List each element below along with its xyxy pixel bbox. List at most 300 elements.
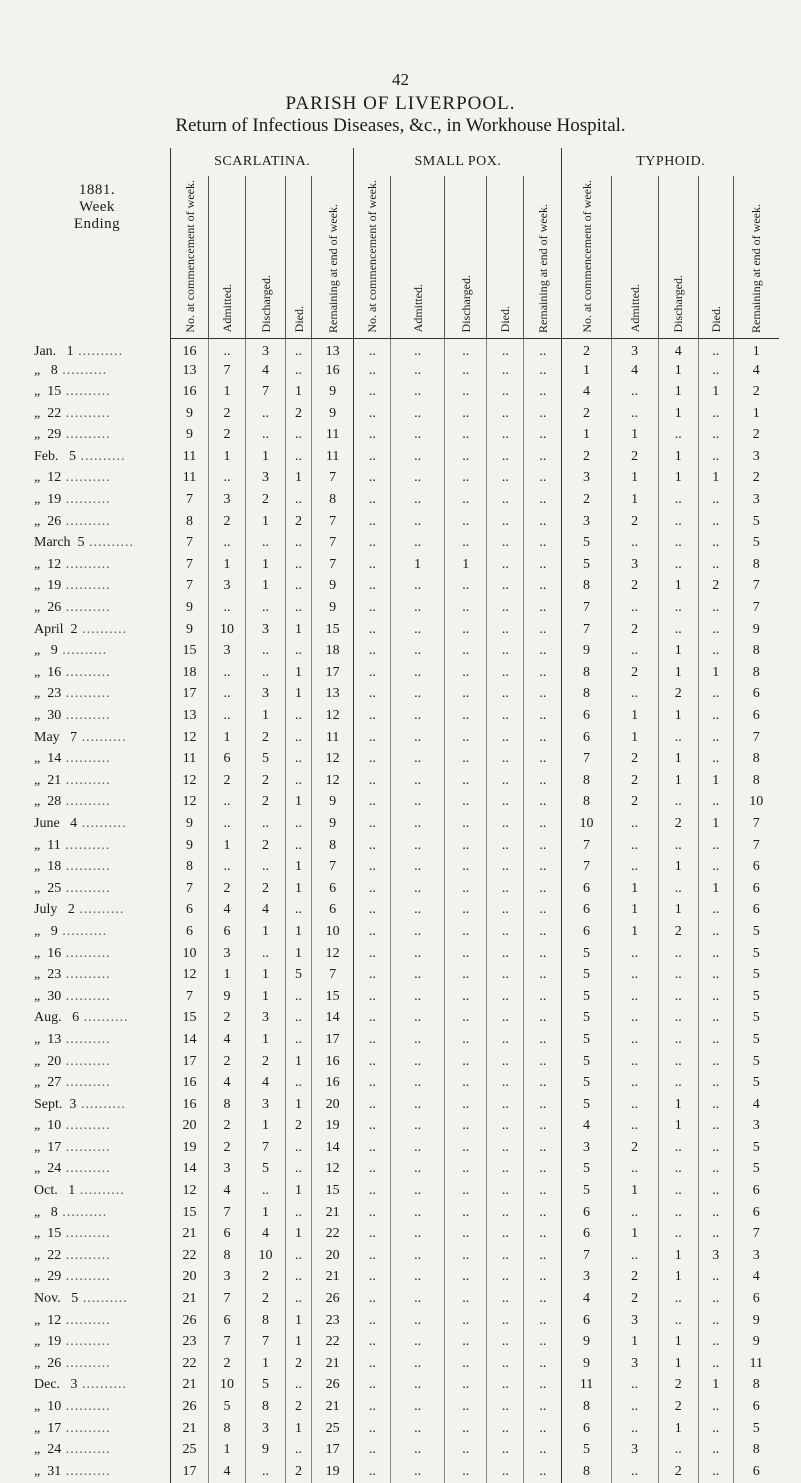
cell-small-pox-admitted: ..	[391, 468, 445, 490]
week-ending-date: Oct. 1	[34, 1183, 76, 1199]
cell-scarlatina-no-at-commencement: 22	[171, 1353, 209, 1375]
cell-scarlatina-discharged: 9	[245, 1439, 285, 1461]
cell-typhoid-discharged: ..	[658, 1202, 698, 1224]
cell-typhoid-remaining: 1	[733, 403, 779, 425]
cell-scarlatina-no-at-commencement: 23	[171, 1331, 209, 1353]
cell-small-pox-discharged: ..	[444, 835, 486, 857]
cell-small-pox-remaining: ..	[524, 900, 562, 922]
leader-dots: ..........	[61, 772, 111, 788]
week-ending-date: „ 12	[34, 1312, 62, 1328]
week-ending-date: „ 24	[34, 1161, 62, 1177]
cell-typhoid-died: 1	[698, 1375, 733, 1397]
cell-scarlatina-remaining: 12	[311, 705, 354, 727]
cell-scarlatina-died: ..	[286, 338, 312, 360]
cell-small-pox-admitted: ..	[391, 1439, 445, 1461]
cell-small-pox-admitted: ..	[391, 921, 445, 943]
cell-small-pox-no-at-commencement: ..	[354, 1137, 391, 1159]
cell-scarlatina-discharged: 7	[245, 1331, 285, 1353]
week-ending-date: Nov. 5	[34, 1291, 79, 1307]
cell-small-pox-admitted: ..	[391, 489, 445, 511]
cell-scarlatina-admitted: 7	[209, 1288, 246, 1310]
cell-small-pox-remaining: ..	[524, 360, 562, 382]
cell-small-pox-discharged: ..	[444, 1245, 486, 1267]
cell-typhoid-died: ..	[698, 1439, 733, 1461]
cell-scarlatina-admitted: 7	[209, 360, 246, 382]
infectious-diseases-table	[24, 148, 779, 1483]
col-header-scarlatina-no-at-commencement	[171, 176, 209, 338]
cell-typhoid-discharged: ..	[658, 835, 698, 857]
week-ending-date: „ 9	[34, 643, 58, 659]
cell-typhoid-remaining: 3	[733, 1115, 779, 1137]
week-ending-date: „ 19	[34, 1334, 62, 1350]
cell-scarlatina-admitted: 8	[209, 1418, 246, 1440]
cell-scarlatina-died: 1	[286, 856, 312, 878]
cell-scarlatina-admitted: ..	[209, 468, 246, 490]
cell-typhoid-no-at-commencement: 5	[562, 1029, 611, 1051]
leader-dots: ..........	[61, 427, 111, 443]
table-row	[24, 878, 779, 900]
week-ending-date: „ 15	[34, 1226, 62, 1242]
table-row	[24, 1137, 779, 1159]
cell-scarlatina-admitted: 2	[209, 1137, 246, 1159]
cell-small-pox-no-at-commencement: ..	[354, 770, 391, 792]
cell-small-pox-admitted: ..	[391, 1159, 445, 1181]
cell-typhoid-died: ..	[698, 446, 733, 468]
cell-typhoid-no-at-commencement: 7	[562, 856, 611, 878]
cell-small-pox-died: ..	[487, 468, 524, 490]
cell-typhoid-discharged: 1	[658, 1094, 698, 1116]
week-ending-cell	[24, 748, 171, 770]
cell-small-pox-remaining: ..	[524, 1331, 562, 1353]
cell-scarlatina-died: 2	[286, 511, 312, 533]
week-ending-date: Dec. 3	[34, 1377, 78, 1393]
cell-scarlatina-admitted: 8	[209, 1245, 246, 1267]
cell-small-pox-remaining: ..	[524, 1375, 562, 1397]
cell-scarlatina-died: 2	[286, 1461, 312, 1483]
week-ending-date: May 7	[34, 729, 78, 745]
cell-small-pox-remaining: ..	[524, 856, 562, 878]
cell-typhoid-remaining: 5	[733, 921, 779, 943]
cell-small-pox-admitted: ..	[391, 792, 445, 814]
leader-dots: ..........	[61, 578, 111, 594]
col-header-scarlatina-discharged	[245, 176, 285, 338]
cell-typhoid-admitted: 1	[611, 727, 658, 749]
table-row	[24, 1396, 779, 1418]
cell-typhoid-no-at-commencement: 6	[562, 1310, 611, 1332]
cell-small-pox-admitted: ..	[391, 1461, 445, 1483]
cell-typhoid-remaining: 7	[733, 835, 779, 857]
cell-scarlatina-admitted: 1	[209, 835, 246, 857]
cell-typhoid-admitted: 2	[611, 662, 658, 684]
cell-typhoid-discharged: 1	[658, 856, 698, 878]
week-ending-cell	[24, 1115, 171, 1137]
cell-scarlatina-discharged: ..	[245, 662, 285, 684]
leader-dots: ..........	[61, 708, 111, 723]
cell-scarlatina-remaining: 16	[311, 1072, 354, 1094]
cell-typhoid-admitted: 1	[611, 921, 658, 943]
cell-typhoid-discharged: ..	[658, 1008, 698, 1030]
cell-scarlatina-remaining: 19	[311, 1115, 354, 1137]
table-row	[24, 856, 779, 878]
cell-scarlatina-died: 1	[286, 943, 312, 965]
cell-typhoid-admitted: ..	[611, 1051, 658, 1073]
cell-small-pox-admitted: ..	[391, 943, 445, 965]
cell-typhoid-no-at-commencement: 5	[562, 554, 611, 576]
cell-small-pox-died: ..	[487, 1029, 524, 1051]
week-ending-cell	[24, 1159, 171, 1181]
cell-typhoid-no-at-commencement: 7	[562, 835, 611, 857]
col-header-typhoid-died	[698, 176, 733, 338]
cell-scarlatina-died: ..	[286, 532, 312, 554]
cell-scarlatina-no-at-commencement: 8	[171, 856, 209, 878]
cell-scarlatina-no-at-commencement: 17	[171, 684, 209, 706]
cell-small-pox-remaining: ..	[524, 792, 562, 814]
cell-scarlatina-died: ..	[286, 1137, 312, 1159]
cell-typhoid-remaining: 6	[733, 1396, 779, 1418]
leader-dots: ..........	[61, 1226, 111, 1242]
cell-small-pox-no-at-commencement: ..	[354, 1353, 391, 1375]
cell-typhoid-died: ..	[698, 1137, 733, 1159]
cell-typhoid-died: ..	[698, 1072, 733, 1094]
cell-scarlatina-remaining: 12	[311, 748, 354, 770]
cell-small-pox-discharged: ..	[444, 856, 486, 878]
cell-scarlatina-died: ..	[286, 554, 312, 576]
cell-scarlatina-admitted: 3	[209, 1159, 246, 1181]
cell-typhoid-admitted: 1	[611, 900, 658, 922]
cell-scarlatina-admitted: 3	[209, 640, 246, 662]
cell-scarlatina-remaining: 11	[311, 446, 354, 468]
cell-typhoid-died: ..	[698, 748, 733, 770]
cell-typhoid-remaining: 9	[733, 619, 779, 641]
cell-scarlatina-no-at-commencement: 22	[171, 1245, 209, 1267]
cell-typhoid-died: ..	[698, 403, 733, 425]
group-header-row	[24, 148, 779, 176]
cell-small-pox-discharged: ..	[444, 640, 486, 662]
cell-scarlatina-discharged: 8	[245, 1396, 285, 1418]
cell-typhoid-discharged: ..	[658, 619, 698, 641]
cell-scarlatina-admitted: ..	[209, 597, 246, 619]
leader-dots: ..........	[61, 600, 111, 616]
cell-scarlatina-remaining: 25	[311, 1418, 354, 1440]
week-ending-cell	[24, 921, 171, 943]
cell-scarlatina-admitted: 8	[209, 1094, 246, 1116]
cell-scarlatina-no-at-commencement: 7	[171, 878, 209, 900]
table-row	[24, 381, 779, 403]
cell-typhoid-died: ..	[698, 1180, 733, 1202]
cell-small-pox-no-at-commencement: ..	[354, 640, 391, 662]
cell-small-pox-remaining: ..	[524, 1159, 562, 1181]
cell-small-pox-admitted: ..	[391, 446, 445, 468]
cell-small-pox-died: ..	[487, 878, 524, 900]
cell-small-pox-remaining: ..	[524, 640, 562, 662]
cell-small-pox-admitted: ..	[391, 532, 445, 554]
cell-scarlatina-remaining: 23	[311, 1310, 354, 1332]
cell-scarlatina-no-at-commencement: 26	[171, 1396, 209, 1418]
cell-small-pox-discharged: ..	[444, 1180, 486, 1202]
leader-dots: ..........	[84, 535, 135, 551]
cell-small-pox-no-at-commencement: ..	[354, 1461, 391, 1483]
cell-typhoid-died: ..	[698, 1288, 733, 1310]
cell-typhoid-discharged: ..	[658, 727, 698, 749]
cell-small-pox-died: ..	[487, 1310, 524, 1332]
cell-typhoid-no-at-commencement: 5	[562, 532, 611, 554]
cell-small-pox-admitted: ..	[391, 900, 445, 922]
cell-scarlatina-admitted: 1	[209, 964, 246, 986]
cell-scarlatina-no-at-commencement: 15	[171, 1008, 209, 1030]
cell-scarlatina-admitted: ..	[209, 856, 246, 878]
cell-typhoid-no-at-commencement: 2	[562, 338, 611, 360]
cell-typhoid-no-at-commencement: 6	[562, 900, 611, 922]
week-ending-cell	[24, 964, 171, 986]
cell-typhoid-died: ..	[698, 1202, 733, 1224]
week-ending-date: „ 10	[34, 1399, 62, 1414]
cell-scarlatina-remaining: 9	[311, 403, 354, 425]
cell-scarlatina-died: ..	[286, 360, 312, 382]
leader-dots: ..........	[61, 513, 111, 529]
cell-small-pox-discharged: ..	[444, 360, 486, 382]
cell-typhoid-discharged: 1	[658, 360, 698, 382]
col-header-small-pox-died	[487, 176, 524, 338]
table-row	[24, 468, 779, 490]
cell-typhoid-admitted: 2	[611, 446, 658, 468]
cell-scarlatina-remaining: 26	[311, 1288, 354, 1310]
cell-scarlatina-remaining: 21	[311, 1267, 354, 1289]
cell-scarlatina-died: 1	[286, 662, 312, 684]
cell-small-pox-died: ..	[487, 964, 524, 986]
cell-scarlatina-no-at-commencement: 16	[171, 1072, 209, 1094]
cell-typhoid-remaining: 7	[733, 597, 779, 619]
cell-scarlatina-discharged: 1	[245, 964, 285, 986]
cell-scarlatina-no-at-commencement: 21	[171, 1288, 209, 1310]
cell-scarlatina-no-at-commencement: 12	[171, 727, 209, 749]
week-ending-cell	[24, 1461, 171, 1483]
col-header-label: Admitted.	[219, 284, 234, 333]
cell-typhoid-died: ..	[698, 360, 733, 382]
cell-small-pox-discharged: ..	[444, 489, 486, 511]
cell-small-pox-died: ..	[487, 1418, 524, 1440]
cell-typhoid-remaining: 8	[733, 662, 779, 684]
week-ending-date: „ 9	[34, 923, 58, 939]
cell-small-pox-admitted: ..	[391, 1288, 445, 1310]
cell-small-pox-discharged: ..	[444, 1159, 486, 1181]
col-header-label: No. at commencement of week.	[579, 180, 594, 333]
cell-scarlatina-admitted: ..	[209, 792, 246, 814]
cell-typhoid-died: ..	[698, 640, 733, 662]
cell-typhoid-remaining: 5	[733, 1008, 779, 1030]
cell-typhoid-died: ..	[698, 1223, 733, 1245]
week-ending-cell	[24, 489, 171, 511]
cell-scarlatina-died: ..	[286, 986, 312, 1008]
week-ending-date: „ 16	[34, 664, 62, 680]
cell-small-pox-remaining: ..	[524, 489, 562, 511]
cell-small-pox-discharged: ..	[444, 1094, 486, 1116]
cell-typhoid-died: ..	[698, 1159, 733, 1181]
cell-scarlatina-discharged: 3	[245, 338, 285, 360]
cell-typhoid-admitted: ..	[611, 1396, 658, 1418]
cell-scarlatina-no-at-commencement: 9	[171, 597, 209, 619]
cell-scarlatina-no-at-commencement: 10	[171, 943, 209, 965]
cell-scarlatina-admitted: 2	[209, 1051, 246, 1073]
cell-scarlatina-remaining: 7	[311, 468, 354, 490]
col-header-label: No. at commencement of week.	[365, 180, 380, 333]
cell-scarlatina-no-at-commencement: 14	[171, 1029, 209, 1051]
cell-typhoid-admitted: 3	[611, 1310, 658, 1332]
cell-scarlatina-died: ..	[286, 640, 312, 662]
cell-typhoid-remaining: 5	[733, 1029, 779, 1051]
cell-scarlatina-no-at-commencement: 13	[171, 705, 209, 727]
col-header-typhoid-remaining	[733, 176, 779, 338]
cell-scarlatina-remaining: 17	[311, 662, 354, 684]
cell-typhoid-died: ..	[698, 1267, 733, 1289]
cell-typhoid-discharged: ..	[658, 489, 698, 511]
cell-small-pox-died: ..	[487, 986, 524, 1008]
cell-typhoid-discharged: 1	[658, 446, 698, 468]
cell-small-pox-admitted: ..	[391, 1375, 445, 1397]
cell-typhoid-discharged: 1	[658, 468, 698, 490]
cell-scarlatina-no-at-commencement: 21	[171, 1418, 209, 1440]
cell-scarlatina-discharged: 2	[245, 878, 285, 900]
cell-typhoid-remaining: 5	[733, 964, 779, 986]
week-ending-cell	[24, 986, 171, 1008]
week-ending-date: Aug. 6	[34, 1010, 80, 1026]
cell-scarlatina-no-at-commencement: 12	[171, 792, 209, 814]
week-ending-cell	[24, 1051, 171, 1073]
cell-small-pox-admitted: ..	[391, 1029, 445, 1051]
cell-typhoid-remaining: 8	[733, 748, 779, 770]
cell-scarlatina-admitted: 3	[209, 576, 246, 598]
cell-small-pox-admitted: ..	[391, 1180, 445, 1202]
cell-small-pox-remaining: ..	[524, 770, 562, 792]
cell-scarlatina-discharged: 2	[245, 489, 285, 511]
cell-typhoid-died: ..	[698, 1418, 733, 1440]
cell-typhoid-died: 2	[698, 576, 733, 598]
cell-typhoid-died: ..	[698, 835, 733, 857]
cell-scarlatina-no-at-commencement: 21	[171, 1223, 209, 1245]
cell-small-pox-admitted: ..	[391, 338, 445, 360]
cell-small-pox-discharged: ..	[444, 1396, 486, 1418]
leader-dots: ..........	[61, 1399, 111, 1414]
cell-small-pox-discharged: ..	[444, 727, 486, 749]
table-row	[24, 424, 779, 446]
cell-small-pox-died: ..	[487, 835, 524, 857]
week-ending-date: „ 12	[34, 470, 62, 486]
col-header-label: Remaining at end of week.	[535, 203, 550, 333]
week-ending-cell	[24, 835, 171, 857]
week-ending-cell	[24, 705, 171, 727]
cell-typhoid-died: 1	[698, 662, 733, 684]
week-ending-date: „ 23	[34, 967, 62, 983]
cell-scarlatina-discharged: 2	[245, 792, 285, 814]
cell-scarlatina-no-at-commencement: 6	[171, 900, 209, 922]
week-ending-cell	[24, 1072, 171, 1094]
leader-dots: ..........	[61, 492, 111, 508]
cell-typhoid-no-at-commencement: 5	[562, 1180, 611, 1202]
week-ending-date: „ 19	[34, 578, 62, 594]
cell-scarlatina-discharged: ..	[245, 943, 285, 965]
cell-typhoid-discharged: ..	[658, 1137, 698, 1159]
cell-scarlatina-died: 2	[286, 403, 312, 425]
cell-typhoid-died: ..	[698, 1094, 733, 1116]
cell-small-pox-admitted: ..	[391, 835, 445, 857]
week-ending-date: „ 18	[34, 859, 62, 875]
cell-scarlatina-admitted: 3	[209, 489, 246, 511]
col-header-label: Discharged.	[258, 275, 273, 333]
cell-small-pox-discharged: ..	[444, 1137, 486, 1159]
cell-scarlatina-admitted: ..	[209, 813, 246, 835]
cell-small-pox-discharged: ..	[444, 1008, 486, 1030]
cell-typhoid-remaining: 5	[733, 532, 779, 554]
leader-dots: ..........	[61, 859, 111, 875]
cell-small-pox-discharged: ..	[444, 878, 486, 900]
cell-typhoid-admitted: ..	[611, 532, 658, 554]
cell-small-pox-died: ..	[487, 727, 524, 749]
cell-scarlatina-remaining: 7	[311, 511, 354, 533]
cell-typhoid-discharged: 1	[658, 748, 698, 770]
cell-small-pox-no-at-commencement: ..	[354, 597, 391, 619]
cell-typhoid-admitted: 2	[611, 1267, 658, 1289]
cell-scarlatina-admitted: 2	[209, 511, 246, 533]
cell-small-pox-remaining: ..	[524, 662, 562, 684]
cell-small-pox-remaining: ..	[524, 403, 562, 425]
cell-small-pox-died: ..	[487, 1115, 524, 1137]
cell-small-pox-discharged: ..	[444, 381, 486, 403]
cell-scarlatina-admitted: 7	[209, 1202, 246, 1224]
cell-small-pox-admitted: ..	[391, 878, 445, 900]
cell-typhoid-no-at-commencement: 4	[562, 381, 611, 403]
cell-typhoid-remaining: 5	[733, 1159, 779, 1181]
leader-dots: ..........	[77, 815, 127, 831]
cell-scarlatina-remaining: 9	[311, 576, 354, 598]
cell-small-pox-no-at-commencement: ..	[354, 1223, 391, 1245]
table-row	[24, 338, 779, 360]
cell-typhoid-admitted: 1	[611, 489, 658, 511]
cell-small-pox-no-at-commencement: ..	[354, 986, 391, 1008]
week-ending-date: „ 29	[34, 427, 62, 443]
cell-scarlatina-remaining: 13	[311, 338, 354, 360]
cell-small-pox-no-at-commencement: ..	[354, 964, 391, 986]
cell-scarlatina-discharged: 1	[245, 554, 285, 576]
week-ending-date: „ 19	[34, 492, 62, 508]
cell-scarlatina-remaining: 20	[311, 1245, 354, 1267]
cell-scarlatina-admitted: 2	[209, 770, 246, 792]
cell-typhoid-admitted: ..	[611, 1245, 658, 1267]
cell-scarlatina-died: ..	[286, 1245, 312, 1267]
cell-scarlatina-admitted: 1	[209, 1439, 246, 1461]
cell-scarlatina-died: ..	[286, 727, 312, 749]
document-title: PARISH OF LIVERPOOL.	[285, 93, 516, 114]
leader-dots: ..........	[57, 923, 108, 939]
leader-dots: ..........	[61, 686, 111, 702]
cell-typhoid-remaining: 7	[733, 576, 779, 598]
col-header-scarlatina-admitted	[209, 176, 246, 338]
cell-scarlatina-died: 1	[286, 792, 312, 814]
cell-small-pox-admitted: ..	[391, 403, 445, 425]
cell-small-pox-no-at-commencement: ..	[354, 511, 391, 533]
table-row	[24, 619, 779, 641]
cell-typhoid-remaining: 6	[733, 1202, 779, 1224]
cell-small-pox-remaining: ..	[524, 986, 562, 1008]
cell-scarlatina-died: 2	[286, 1115, 312, 1137]
cell-typhoid-remaining: 6	[733, 1461, 779, 1483]
cell-scarlatina-no-at-commencement: 17	[171, 1461, 209, 1483]
cell-scarlatina-remaining: 22	[311, 1223, 354, 1245]
cell-small-pox-admitted: ..	[391, 597, 445, 619]
cell-scarlatina-no-at-commencement: 17	[171, 1051, 209, 1073]
week-ending-cell	[24, 424, 171, 446]
cell-typhoid-died: ..	[698, 619, 733, 641]
cell-typhoid-discharged: ..	[658, 1223, 698, 1245]
cell-typhoid-died: ..	[698, 1051, 733, 1073]
